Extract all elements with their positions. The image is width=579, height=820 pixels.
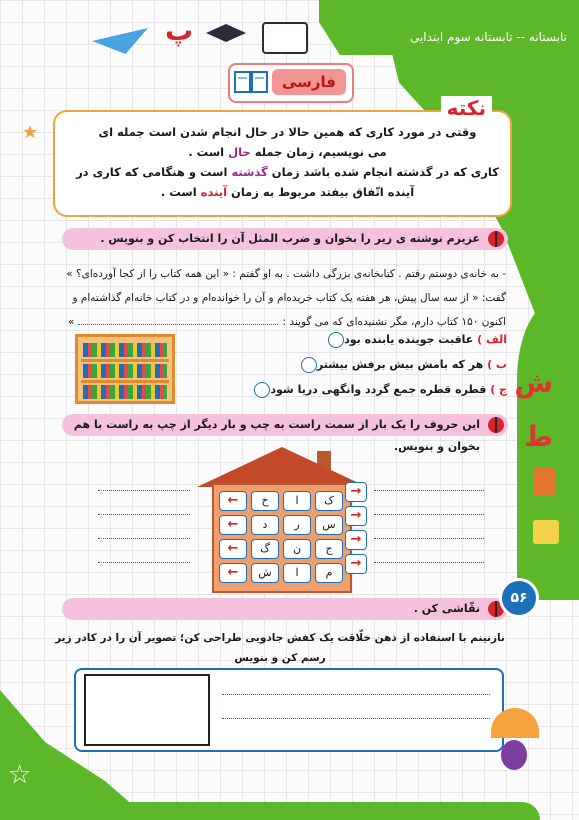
- book-icon: [234, 69, 268, 95]
- note-line-3: کاری که در گذشته انجام شده باشد زمان گذشته است و هنگامی که کاری در: [76, 165, 499, 179]
- letter-cell: گ: [251, 539, 279, 559]
- option-c[interactable]: ج ) قطره قطره جمع گردد وانگهی دریا شود: [248, 382, 507, 398]
- letter-grid: [219, 491, 343, 583]
- side-letter: ط: [523, 420, 553, 453]
- letter-cell: ر: [283, 515, 311, 535]
- letter-cell: د: [251, 515, 279, 535]
- answer-line[interactable]: [222, 694, 490, 695]
- arrow-right-icon: →: [345, 554, 367, 574]
- letter-house: [197, 447, 367, 597]
- open-book-icon: [262, 22, 308, 54]
- radio-button[interactable]: [254, 382, 270, 398]
- option-a[interactable]: الف ) عاقبت جوینده یابنده بود: [322, 332, 507, 348]
- letter-cell: ک: [315, 491, 343, 511]
- drawing-box[interactable]: [84, 674, 210, 746]
- side-letter: ش: [514, 366, 553, 399]
- notebook-icon: [533, 468, 555, 496]
- radio-button[interactable]: [328, 332, 344, 348]
- paper-plane-icon: [92, 28, 148, 54]
- star-icon: ☆: [8, 760, 32, 790]
- instruction-bar-2: این حروف را یک بار از سمت راست به چپ و بار دیگر از چپ به راست با هم بخوان و بنویس.: [62, 414, 508, 436]
- star-icon: ★: [22, 122, 39, 143]
- story-text: - به خانه‌ی دوستم رفتم . کتابخانه‌ی بزرگی داشت . به او گفتم : « این همه کتاب را از کجا آورده‌ای؟ » گفت: « از سه سال پیش، هر هفته یک کتاب خریده‌ام و آن را خوانده‌ام و در کتاب خانه‌ام گذاشته‌ام و اکنون ۱۵۰ کتاب دارم، مگر نشنیده‌ای که می گویند :»: [66, 268, 506, 328]
- page-number: ۵۶: [499, 578, 539, 618]
- note-heading: نکته: [441, 96, 492, 120]
- note-line-2: می نویسیم، زمان جمله حال است .: [188, 145, 387, 159]
- letter-cell: م: [315, 563, 343, 583]
- answer-line[interactable]: [374, 538, 484, 539]
- answer-line[interactable]: [222, 718, 490, 719]
- letter-cell: ج: [315, 539, 343, 559]
- arrow-left-icon: ←: [219, 539, 247, 559]
- letter-cell: ش: [251, 563, 279, 583]
- header-letter: پ: [165, 14, 194, 47]
- radio-button[interactable]: [301, 357, 317, 373]
- answer-line[interactable]: [98, 514, 190, 515]
- letter-cell: ا: [283, 563, 311, 583]
- note-line-1: وقتی در مورد کاری که همین حالا در حال انجام شدن است جمله ای: [98, 125, 477, 139]
- answer-line[interactable]: [98, 562, 190, 563]
- drawing-task: نازنینم با استفاده از ذهن خلّاقت یک کفش جادویی طراحی کن؛ تصویر آن را در کادر زیر رسم کن و بنویس: [55, 632, 505, 664]
- letter-cell: خ: [251, 491, 279, 511]
- instruction-bar-3: نقّاشی کن .: [62, 598, 508, 620]
- grade-label: تابستانه -- تابستانه سوم ابتدایی: [409, 30, 567, 44]
- note-line-4: آینده اتّفاق بیفتد مربوط به زمان آینده است .: [160, 185, 415, 199]
- ladybug-icon: [488, 231, 504, 247]
- answer-line[interactable]: [98, 538, 190, 539]
- arrow-left-icon: ←: [219, 563, 247, 583]
- note-text: [75, 122, 500, 202]
- ladybug-icon: [488, 417, 504, 433]
- option-b[interactable]: ب ) هر که بامش بیش برفش بیشتر: [295, 357, 507, 373]
- graduation-cap-icon: [206, 24, 246, 42]
- letter-cell: س: [315, 515, 343, 535]
- bookshelf-image: [75, 334, 175, 404]
- note-box: [53, 96, 512, 217]
- arrow-right-icon: →: [345, 530, 367, 550]
- letter-cell: ا: [283, 491, 311, 511]
- answer-line[interactable]: [98, 490, 190, 491]
- subject-title: [228, 63, 354, 103]
- arrow-left-icon: ←: [219, 491, 247, 511]
- grape-mascot-icon: [501, 740, 527, 770]
- notes-icon: [533, 520, 559, 544]
- arrow-right-icon: →: [345, 506, 367, 526]
- answer-line[interactable]: [374, 562, 484, 563]
- green-bottom-band: [0, 802, 540, 820]
- letter-cell: ن: [283, 539, 311, 559]
- arrow-left-icon: ←: [219, 515, 247, 535]
- arrow-right-icon: →: [345, 482, 367, 502]
- answer-line[interactable]: [374, 514, 484, 515]
- subject-label: فارسی: [272, 69, 346, 95]
- answer-line[interactable]: [78, 314, 278, 325]
- answer-line[interactable]: [374, 490, 484, 491]
- instruction-bar-1: عزیزم نوشته ی زیر را بخوان و ضرب المثل آن را انتخاب کن و بنویس .: [62, 228, 508, 250]
